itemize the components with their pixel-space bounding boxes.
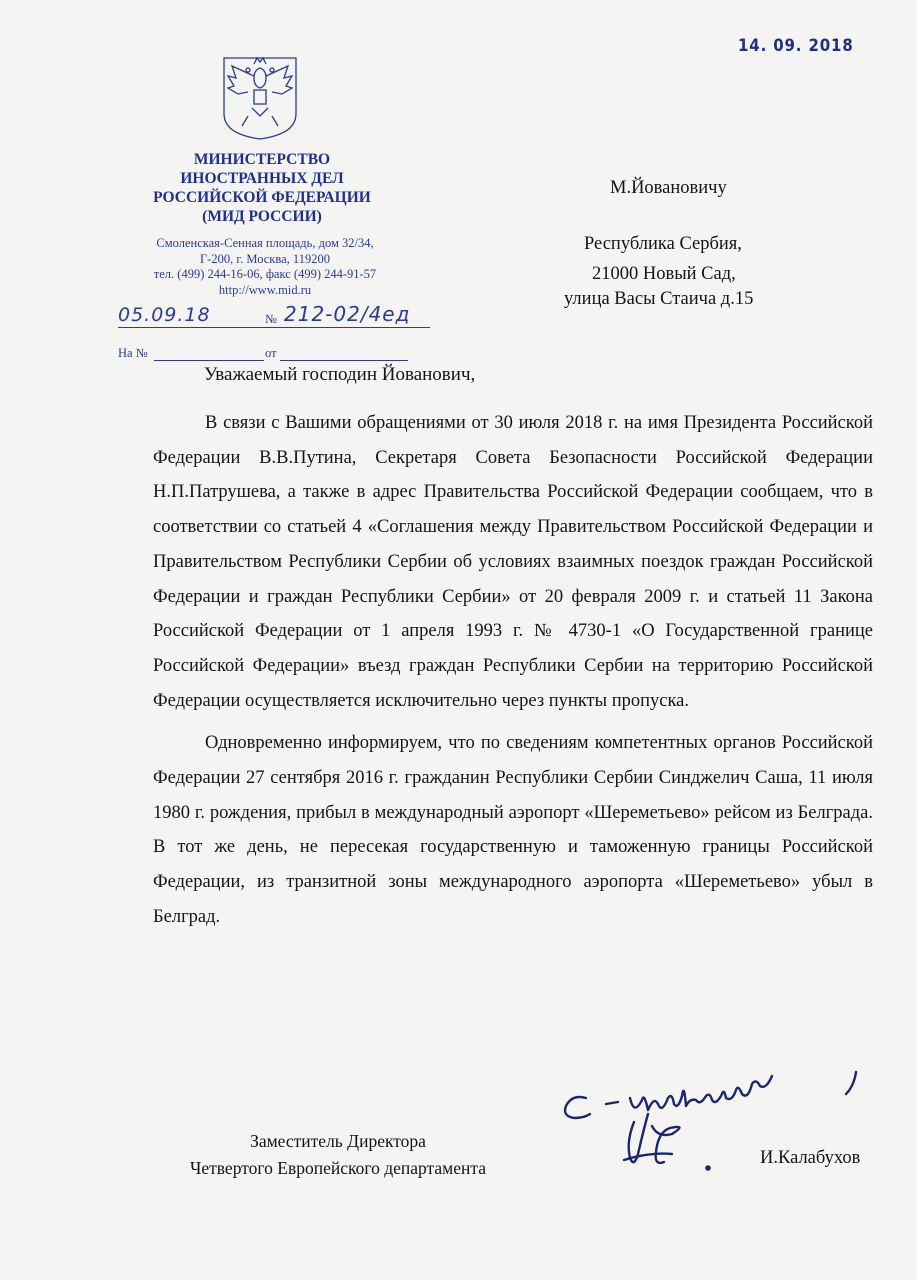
recipient-name: М.Йовановичу <box>610 178 727 198</box>
recipient-address-line: 21000 Новый Сад, <box>592 264 736 284</box>
outgoing-reference <box>110 302 430 332</box>
address-line: Смоленская-Сенная площадь, дом 32/34, <box>156 236 374 250</box>
incoming-number-blank <box>154 360 264 361</box>
ministry-line: (МИД РОССИИ) <box>202 208 322 225</box>
incoming-from-label: от <box>265 346 277 360</box>
recipient-address-line: улица Васы Стаича д.15 <box>564 289 754 309</box>
incoming-reference <box>118 346 418 362</box>
address-line: Г-200, г. Москва, 119200 <box>200 251 330 266</box>
signer-title <box>158 1128 518 1182</box>
body-paragraph: Одновременно информируем, что по сведениям компетентных органов Российской Федерации 27 сентября 2016 г. гражданин Республики Сербии Синджелич Саша, 11 июля 1980 г. рождения, прибыл в международный аэропорт «Шереметьево» рейсом из Белграда. В тот же день, не пересекая государственную и таможенную границы Российской Федерации, из транзитной зоны международного аэропорта «Шереметьево» убыл в Белград. <box>153 733 873 927</box>
ministry-line: МИНИСТЕРСТВО <box>193 151 331 168</box>
reference-underline <box>118 327 430 328</box>
incoming-number-label: На № <box>118 346 148 360</box>
russian-coat-of-arms-icon <box>218 54 302 140</box>
ministry-name <box>130 150 394 226</box>
ministry-address <box>120 236 410 298</box>
outgoing-number: 212-02/4ед <box>284 302 411 326</box>
body-paragraph: В связи с Вашими обращениями от 30 июля 2018 г. на имя Президента Российской Федерации В.В.Путина, Секретаря Совета Безопасности Российской Федерации Н.П.Патрушева, а также в адрес Правительства Российской Федерации сообщаем, что в соответствии со статьей 4 «Соглашения между Правительством Российской Федерации и Правительством Республики Сербии об условиях взаимных поездок граждан Российской Федерации и граждан Республики Сербии» от 20 февраля 2009 г. и статьей 11 Закона Российской Федерации от 1 апреля 1993 г. № 4730-1 «О Государственной границе Российской Федерации» въезд граждан Республики Сербии на территорию Российской Федерации осуществляется исключительно через пункты пропуска. <box>153 413 873 711</box>
signer-title-line: Четвертого Европейского департамента <box>189 1158 486 1178</box>
website-link: http://www.mid.ru <box>218 282 312 297</box>
signer-title-line: Заместитель Директора <box>250 1131 426 1151</box>
incoming-date-blank <box>280 360 408 361</box>
ministry-line: ИНОСТРАННЫХ ДЕЛ <box>180 170 344 187</box>
address-line: тел. (499) 244-16-06, факс (499) 244-91-57 <box>153 267 377 281</box>
salutation: Уважаемый господин Йованович, <box>204 364 476 385</box>
outgoing-date: 05.09.18 <box>118 304 211 326</box>
number-label: № <box>265 312 277 326</box>
ministry-line: РОССИЙСКОЙ ФЕДЕРАЦИИ <box>153 189 371 206</box>
letter-body <box>153 406 873 935</box>
recipient-address-line: Республика Сербия, <box>584 234 742 254</box>
signer-name: И.Калабухов <box>760 1148 861 1168</box>
received-date-stamp: 14. 09. 2018 <box>738 36 854 56</box>
